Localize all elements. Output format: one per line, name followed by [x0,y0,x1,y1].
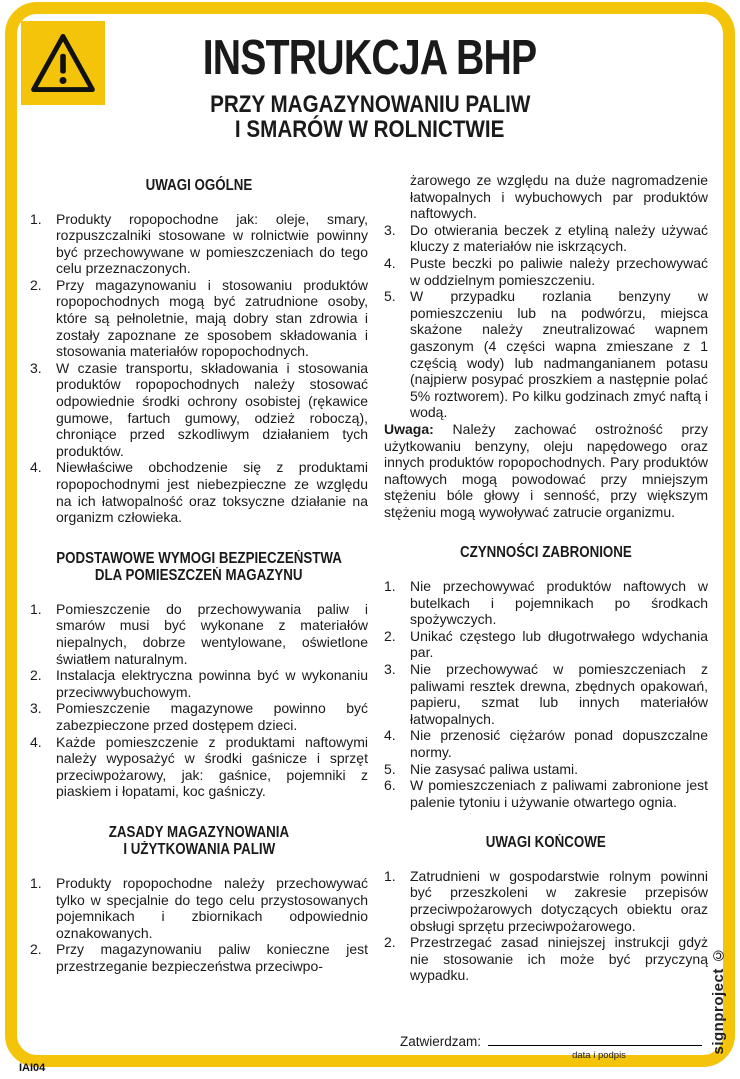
list-item [30,734,368,800]
item-number: 1. [30,600,42,617]
section-heading-uwagi-ogolne: UWAGI OGÓLNE [145,177,253,194]
item-text: Przy magazynowaniu paliw konieczne jest przestrzeganie bezpieczeństwa przeciwpo- [56,941,368,974]
item-text: Produkty ropopochodne należy przechowywać tylko w specjalnie do tego celu przystosowanych pojemnikach i zbiornikach odpowiednio oznakowanych. [56,874,368,941]
item-text: Pomieszczenie do przechowywania paliw i smarów musi być wykonane z materiałów niepalnych, dobrze wentylowane, oświetlone światłem naturalnym. [56,600,368,667]
list-item [384,727,708,760]
catalog-code: IAI04 [19,1062,46,1074]
brand-vertical-text: signproject © [710,946,727,1055]
item-number: 3. [384,221,396,238]
item-text: Niewłaściwe obchodzenie się z produktami ropopochodnymi jest niebezpieczne ze względu na ich łatwopalność oraz toksyczne działanie na organizm człowieka. [56,459,368,526]
item-number: 5. [384,288,396,305]
item-text: Nie przechowywać produktów naftowych w butelkach i pojemnikach po środkach spożywczych. [410,577,708,628]
list-item [384,777,708,810]
item-number: 2. [384,934,396,951]
list-item [384,868,708,934]
page-title [17,31,723,85]
item-number: 2. [384,627,396,644]
list-item [30,277,368,360]
list-item [384,761,708,778]
item-number: 4. [30,733,42,750]
item-text: Nie zasysać paliwa ustami. [410,760,579,777]
list-item [30,459,368,525]
section-heading-zasady-magazynowania: ZASADY MAGAZYNOWANIA I UŻYTKOWANIA PALIW [108,823,290,859]
list-item [30,941,368,974]
item-text: Instalacja elektryczna powinna być w wykonaniu przeciwwybuchowym. [56,667,368,700]
item-text: W przypadku rozlania benzyny w pomieszczeniu lub na podwórzu, miejsca skażone należy zneutralizować wapnem gaszonym (4 części wapna zmieszane z 1 częścią wody) lub nadmanganianem potasu (najpierw posypać proszkiem a następnie polać 5% roztworem). Po kilku godzinach zmyć naftą i wodą. [410,288,708,421]
list-item [30,700,368,733]
note-paragraph [384,421,708,521]
item-number: 1. [384,577,396,594]
signature-line [488,1032,702,1046]
subtitle-line-2: I SMARÓW W ROLNICTWIE [235,116,505,143]
item-text: Produkty ropopochodne jak: oleje, smary, rozpuszczalniki stosowane w rolnictwie powinny być przechowywane w pomieszczeniach do tego celu przeznaczonych. [56,210,368,277]
list-item [384,934,708,984]
section-heading-wymogi-bezpieczenstwa: PODSTAWOWE WYMOGI BEZPIECZEŃSTWA DLA POMIESZCZEŃ MAGAZYNU [56,549,342,585]
list-item [384,661,708,727]
left-column [30,172,368,984]
item-text: Puste beczki po paliwie należy przechowywać w oddzielnym pomieszczeniu. [410,254,708,288]
item-text: W pomieszczeniach z paliwami zabronione jest palenie tytoniu i używanie otwartego ognia. [410,777,708,810]
section-heading-uwagi-koncowe: UWAGI KOŃCOWE [486,834,606,852]
right-column [384,172,708,984]
item-number: 1. [30,874,42,891]
item-text: Zatrudnieni w gospodarstwie rolnym powinni być przeszkoleni w zakresie przepisów przeciwpożarowych dotyczących obiektu oraz obsługi sprzętu przeciwpożarowego. [410,867,708,934]
item-text: Nie przenosić ciężarów ponad dopuszczalne normy. [410,727,708,760]
item-text: Pomieszczenie magazynowe powinno być zabezpieczone przed dostępem dzieci. [56,700,368,733]
item-number: 5. [384,760,396,777]
item-number: 1. [384,867,396,884]
list-item [384,628,708,661]
item-text: Przestrzegać zasad niniejszej instrukcji gdyż nie stosowanie ich może być przyczyną wypadku. [410,934,708,984]
section-heading-czynnosci-zabronione: CZYNNOŚCI ZABRONIONE [460,544,632,562]
signature-caption: data i podpis [572,1049,626,1061]
item-number: 4. [384,254,396,271]
header [17,31,723,143]
list-item [30,667,368,700]
list-item [30,360,368,460]
approval-signature-block [400,1032,702,1061]
item-number: 4. [30,459,42,476]
list-item [30,601,368,667]
item-number: 3. [384,660,396,677]
item-text: Unikać częstego lub długotrwałego wdychania par. [410,627,708,661]
approval-label: Zatwierdzam: [400,1033,482,1049]
list-item [384,255,708,288]
item-number: 4. [384,727,396,744]
item-number: 3. [30,359,42,376]
list-item [384,288,708,421]
item-number: 6. [384,777,396,794]
list-item [30,875,368,941]
item-text: W czasie transportu, składowania i stosowania produktów ropopochodnych należy stosować odpowiednie środki ochrony osobistej (rękawice gumowe, fartuch gumowy, odzież roboczą), chroniące przed szkodliwym działaniem tych produktów. [56,359,368,459]
list-item [384,222,708,255]
item-number: 1. [30,210,42,227]
content-columns [30,172,708,984]
item-number: 3. [30,700,42,717]
note-label: Uwaga: [384,420,434,437]
note-text: Należy zachować ostrożność przy użytkowaniu benzyny, oleju napędowego oraz innych produktów ropopochodnych. Pary produktów naftowych mogą powodować przy mniejszym stężeniu bóle głowy i senność, przy większym stężeniu mogą wywoływać zatrucie organizmu. [384,420,708,520]
item-number: 2. [30,941,42,958]
page-title-text: INSTRUKCJA BHP [203,31,537,85]
item-number: 2. [30,276,42,293]
item-text: Przy magazynowaniu i stosowaniu produktów ropopochodnych mogą być zatrudnione osoby, które są pełnoletnie, mają dobry stan zdrowia i zostały zapoznane ze sposobem składowania i stosowania materiałów ropopochodnych. [56,276,368,360]
subtitle-line-1: PRZY MAGAZYNOWANIU PALIW [209,91,531,118]
item-text: Do otwierania beczek z etyliną należy używać kluczy z materiałów nie iskrzących. [410,221,708,255]
list-item [30,211,368,277]
continuation-paragraph: żarowego ze względu na duże nagromadzenie łatwopalnych i wybuchowych par produktów naftowych. [410,172,708,222]
list-item [384,578,708,628]
item-text: Nie przechowywać w pomieszczeniach z paliwami resztek drewna, zbędnych opakowań, papieru, szmat lub innych materiałów łatwopalnych. [410,660,708,727]
item-text: Każde pomieszczenie z produktami naftowymi należy wyposażyć w środki gaśnicze i sprzęt przeciwpożarowy, jak: gaśnice, pojemniki z piaskiem i łopatami, koc gaśniczy. [56,733,368,800]
item-number: 2. [30,667,42,684]
page-subtitle [17,92,723,142]
